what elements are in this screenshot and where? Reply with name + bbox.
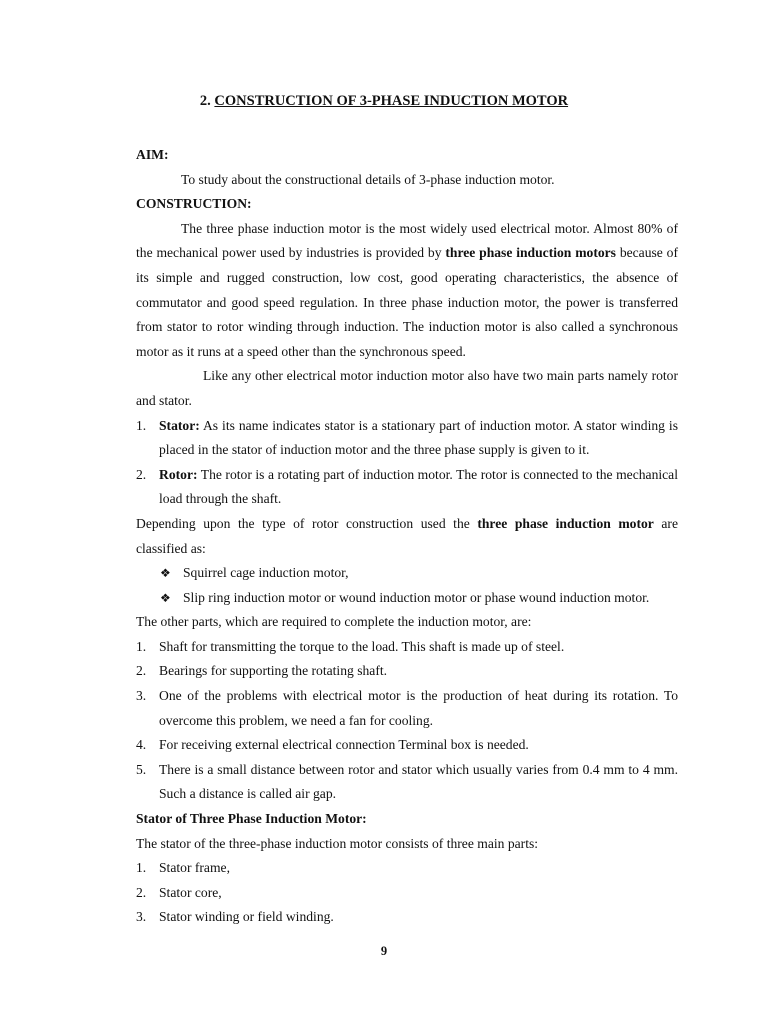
list-number: 4. <box>136 737 147 753</box>
title-text: CONSTRUCTION OF 3-PHASE INDUCTION MOTOR <box>214 93 569 109</box>
construction-paragraph-1 <box>136 217 678 365</box>
list-text: One of the problems with electrical motor is the production of heat during its rotation. To overcome this problem, we need a fan for cooling. <box>159 688 678 728</box>
diamond-bullet-icon: ❖ <box>160 590 171 605</box>
bullet-item <box>136 586 678 611</box>
list-number: 2. <box>136 663 147 679</box>
list-number: 5. <box>136 761 147 777</box>
para3-bold: three phase induction motor <box>477 515 654 531</box>
construction-paragraph-4: The other parts, which are required to complete the induction motor, are: <box>136 614 532 630</box>
list-text: Shaft for transmitting the torque to the load. This shaft is made up of steel. <box>159 638 565 654</box>
list-text: Bearings for supporting the rotating shaft. <box>159 663 388 679</box>
list-text: Stator frame, <box>159 860 230 876</box>
stator-heading: Stator of Three Phase Induction Motor: <box>136 811 367 827</box>
list-item-rotor <box>136 463 678 512</box>
list-item <box>136 881 678 906</box>
list-item-stator <box>136 414 678 463</box>
list-item <box>136 758 678 807</box>
page-title <box>0 93 768 110</box>
list-number: 1. <box>136 638 147 654</box>
construction-heading: CONSTRUCTION: <box>136 196 252 212</box>
stator-intro: The stator of the three-phase induction motor consists of three main parts: <box>136 835 539 851</box>
page-number: 9 <box>380 944 388 958</box>
para3-text-a: Depending upon the type of rotor construction used the <box>136 515 478 531</box>
list-text: Stator winding or field winding. <box>159 909 334 925</box>
list-label: Rotor: <box>159 466 198 482</box>
list-text: Stator core, <box>159 884 222 900</box>
diamond-bullet-icon: ❖ <box>160 566 171 581</box>
list-number: 3. <box>136 688 147 704</box>
list-text: There is a small distance between rotor and stator which usually varies from 0.4 mm to 4 mm. Such a distance is called air gap. <box>159 761 678 802</box>
list-item <box>136 905 678 930</box>
list-number: 2. <box>136 884 147 900</box>
list-item <box>136 659 678 684</box>
para1-text-c: because of its simple and rugged construction, low cost, good operating characteristics, the absence of commutator and good speed regulation. In three phase induction motor, the power is transferred from stator to rotor winding through induction. The induction motor is also called a synchronous motor as it runs at a speed other than the synchronous speed. <box>136 245 678 359</box>
para1-bold: three phase induction motors <box>445 245 616 261</box>
list-number: 3. <box>136 909 147 925</box>
document-body <box>136 143 678 930</box>
aim-heading: AIM: <box>136 147 169 162</box>
bullet-item <box>136 561 678 586</box>
list-item <box>136 856 678 881</box>
construction-paragraph-2: Like any other electrical motor induction motor also have two main parts namely rotor and stator. <box>136 368 678 408</box>
list-text: For receiving external electrical connection Terminal box is needed. <box>159 737 529 753</box>
para1-text-a: The three phase induction motor is the most widely used electrical motor. Almost 80% of the mechanical power used by industries is provided by <box>136 220 678 261</box>
construction-paragraph-3 <box>136 512 678 561</box>
list-item <box>136 684 678 733</box>
list-label: Stator: <box>159 417 200 433</box>
list-number: 1. <box>136 860 147 876</box>
list-number: 2. <box>136 466 147 482</box>
title-prefix: 2. <box>199 93 215 109</box>
bullet-text: Squirrel cage induction motor, <box>183 565 349 581</box>
list-item <box>136 733 678 758</box>
para3-text-c: are classified as: <box>136 515 678 556</box>
bullet-text: Slip ring induction motor or wound induction motor or phase wound induction motor. <box>183 589 650 605</box>
list-text: As its name indicates stator is a stationary part of induction motor. A stator winding is placed in the stator of induction motor and the three phase supply is given to it. <box>159 417 678 458</box>
list-number: 1. <box>136 417 147 433</box>
list-text: The rotor is a rotating part of induction motor. The rotor is connected to the mechanical load through the shaft. <box>159 466 678 507</box>
list-item <box>136 635 678 660</box>
aim-text: To study about the constructional details of 3-phase induction motor. <box>181 171 555 187</box>
